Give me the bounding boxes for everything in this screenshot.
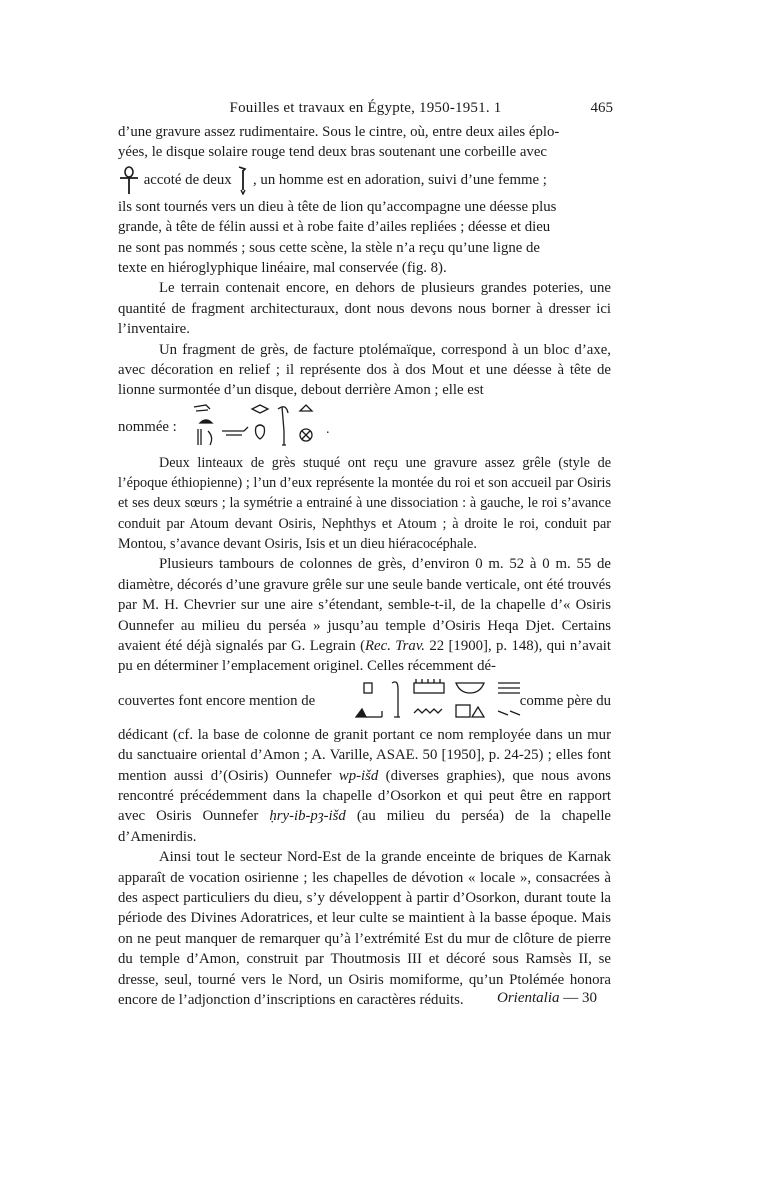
paragraph-dedicant — [118, 725, 611, 847]
text-line-glyphs — [118, 163, 611, 197]
transliteration: ḥry-ib-pȝ-išd — [269, 808, 346, 825]
footer-dash: — — [559, 990, 582, 1006]
page-number: 465 — [590, 100, 613, 116]
running-title: Fouilles et travaux en Égypte, 1950-1951. 1 — [229, 100, 502, 116]
footer-signature — [497, 990, 597, 1007]
hieroglyph-group-name — [188, 401, 338, 453]
hieroglyph-father-line — [118, 677, 611, 725]
body-text — [118, 122, 611, 1010]
text-fragment: comme père du — [519, 692, 611, 709]
transliteration: wp-išd — [338, 767, 379, 784]
text-fragment: Plusieurs tambours de colonnes de grès, d’environ 0 m. 52 à 0 m. 55 de diamètre, décorés d’une gravure grêle sur une seule bande verticale, ont été trouvés par M. H. Chevrier sur une aire s’étendant, semble-t-il, de la chapelle d’« Osiris Ounnefer au milieu du perséa » jusqu’au temple d’Osiris Heqa Djet. Certains avaient été déjà signalés par G. Legrain ( — [118, 556, 612, 654]
text-line: d’une gravure assez rudimentaire. Sous le cintre, où, entre deux ailes éplo- — [118, 124, 560, 140]
text-fragment: (diverses graphies), que nous avons rencontré précédemment dans la chapelle d’Osorkon et qui peut être en rapport avec Osiris Ounnefer — [118, 767, 611, 825]
text-fragment: (au milieu du perséa) de la chapelle d’Amenirdis. — [118, 808, 611, 845]
text-fragment: accoté de deux — [143, 171, 232, 188]
running-header — [118, 100, 613, 120]
text-fragment: dédicant (cf. la base de colonne de granit portant ce nom remployée dans un mur du sanctuaire oriental d’Amon ; A. Varille, ASAE. 50 [1950], p. 24-25) ; elles font mention aussi d’(Osiris) Ounnefer — [118, 726, 611, 784]
text-fragment: 22 [1900], p. 148), qui n’avait pu en déterminer l’emplacement originel. Celles récemment dé- — [118, 637, 611, 675]
text-line: grande, à tête de félin aussi et à robe faite d’ailes repliées ; déesse et dieu — [118, 219, 551, 236]
text-fragment: , un homme est en adoration, suivi d’une femme ; — [253, 171, 547, 188]
journal-name: Orientalia — [497, 990, 560, 1006]
hieroglyph-name-line — [118, 401, 611, 453]
text-line: ils sont tournés vers un dieu à tête de lion qu’accompagne une déesse plus — [118, 198, 557, 215]
paragraph-linteaux: Deux linteaux de grès stuqué ont reçu une gravure assez grêle (style de l’époque éthiopienne) ; l’un d’eux représente la montée du roi et son accueil par Osiris et ses deux sœurs ; la symétrie a entrainé à une dissociation : à gauche, le roi s’avance conduit par Atoum devant Osiris, Nephthys et Atoum ; à droite le roi, conduit par Montou, s’avance devant Osiris, Isis et un dieu hiéracocéphale. — [118, 454, 611, 553]
text-line: yées, le disque solaire rouge tend deux bras soutenant une corbeille avec — [118, 144, 547, 161]
was-scepter-glyph — [235, 165, 249, 195]
journal-ref: Rec. Trav. — [365, 637, 425, 654]
text-line: ne sont pas nommés ; sous cette scène, la stèle n’a reçu qu’une ligne de — [118, 239, 540, 256]
paragraph-stele — [118, 122, 611, 278]
paragraph-terrain: Le terrain contenait encore, en dehors de plusieurs grandes poteries, une quantité de fragment architecturaux, dont nous devons nous borner à dresser ici l’inventaire. — [118, 280, 611, 338]
text-fragment: couvertes font encore mention de — [118, 692, 316, 709]
text-line: texte en hiéroglyphique linéaire, mal conservée (fig. 8). — [118, 260, 447, 277]
end-punct: . — [326, 421, 330, 437]
ankh-glyph — [118, 165, 140, 195]
paragraph-conclusion: Ainsi tout le secteur Nord-Est de la grande enceinte de briques de Karnak apparaît de vocation osirienne ; les chapelles de dévotion « locale », consacrées à des aspect particuliers du dieu, s’y développent à partir d’Osorkon, durant toute la période des Divines Adoratrices, et leur culte se maintient à la basse époque. Mais on ne peut manquer de remarquer qu’à l’extrémité Est du mur de clôture de pierre du temple d’Amon, construit par Thoutmosis III et décoré sous Ramsès II, se dresse, seul, tourné vers le Nord, un Osiris momiforme, qu’un Ptolémée honora encore de l’adjonction d’inscriptions en caractères réduits. — [118, 849, 611, 1009]
paragraph-tambours — [118, 554, 611, 676]
label-nommee: nommée : — [118, 418, 177, 435]
paragraph-fragment: Un fragment de grès, de facture ptolémaïque, correspond à un bloc d’axe, avec décoration en relief ; il représente dos à dos Mout et une déesse à tête de lionne surmontée d’un disque, debout derrière Amon ; elle est — [118, 341, 611, 399]
volume-number: 30 — [582, 990, 597, 1006]
hieroglyph-group-father — [352, 677, 524, 725]
